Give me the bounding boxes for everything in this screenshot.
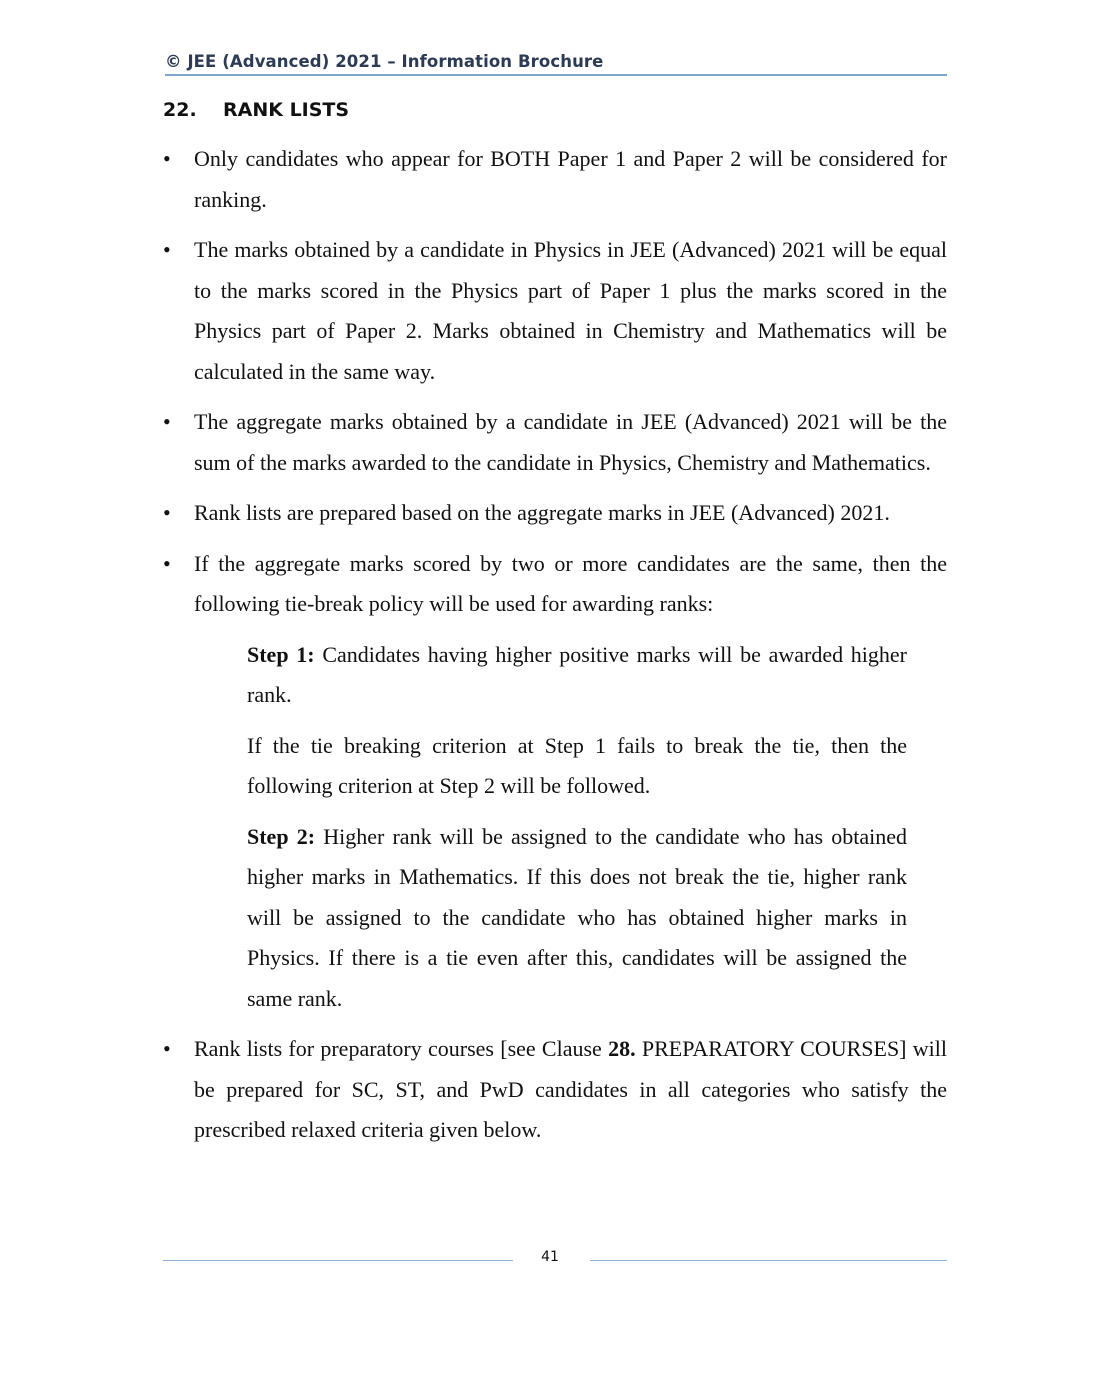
step-1-label: Step 1:	[247, 641, 315, 667]
bullet-icon: •	[163, 146, 171, 171]
list-item	[163, 402, 947, 483]
list-item-text: Rank lists for preparatory courses [see Clause 28. PREPARATORY COURSES] will be prepared for SC, ST, and PwD candidates in all categories who satisfy the prescribed relaxed criteria given below.	[194, 1036, 947, 1142]
step-1	[247, 635, 907, 716]
list-item-text: Rank lists are prepared based on the aggregate marks in JEE (Advanced) 2021.	[194, 500, 890, 525]
section-heading	[163, 99, 349, 121]
step-2-label: Step 2:	[247, 823, 316, 849]
list-item-text: The aggregate marks obtained by a candidate in JEE (Advanced) 2021 will be the sum of the marks awarded to the candidate in Physics, Chemistry and Mathematics.	[194, 409, 947, 475]
bullet-icon: •	[163, 550, 171, 576]
step-2	[247, 817, 907, 1020]
section-number: 22.	[163, 99, 197, 121]
tie-break-steps	[247, 635, 907, 1020]
page-number: 41	[541, 1249, 559, 1265]
list-item	[163, 139, 947, 220]
footer-rule-right	[590, 1260, 947, 1261]
step-2-text: Higher rank will be assigned to the candidate who has obtained higher marks in Mathematics. If this does not break the tie, higher rank will be assigned to the candidate who has obtained higher marks in Physics. If there is a tie even after this, candidates will be assigned the same rank.	[247, 823, 907, 1011]
list-item	[163, 493, 947, 534]
list-item-text: The marks obtained by a candidate in Physics in JEE (Advanced) 2021 will be equal to the marks scored in the Physics part of Paper 1 plus the marks scored in the Physics part of Paper 2. Marks obtained in Chemistry and Mathematics will be calculated in the same way.	[194, 237, 947, 384]
step-1-text: Candidates having higher positive marks will be awarded higher rank.	[247, 641, 907, 707]
bullet-icon: •	[163, 237, 171, 262]
section-body	[163, 139, 947, 1161]
footer-rule-left	[163, 1260, 513, 1261]
list-item	[163, 230, 947, 392]
list-item	[163, 544, 947, 625]
page-header: © JEE (Advanced) 2021 – Information Brochure	[165, 52, 947, 76]
section-title: RANK LISTS	[223, 99, 350, 121]
bullet-icon: •	[163, 500, 171, 525]
bullet-icon: •	[163, 1036, 171, 1061]
clause-number: 28.	[608, 1036, 636, 1061]
list-item-text: If the aggregate marks scored by two or more candidates are the same, then the following tie-break policy will be used for awarding ranks:	[194, 550, 947, 616]
list-item-text: Only candidates who appear for BOTH Paper 1 and Paper 2 will be considered for ranking.	[194, 146, 947, 212]
list-item	[163, 1029, 947, 1151]
bullet-icon: •	[163, 409, 171, 434]
step-transition-text: If the tie breaking criterion at Step 1 fails to break the tie, then the following criterion at Step 2 will be followed.	[247, 732, 907, 798]
